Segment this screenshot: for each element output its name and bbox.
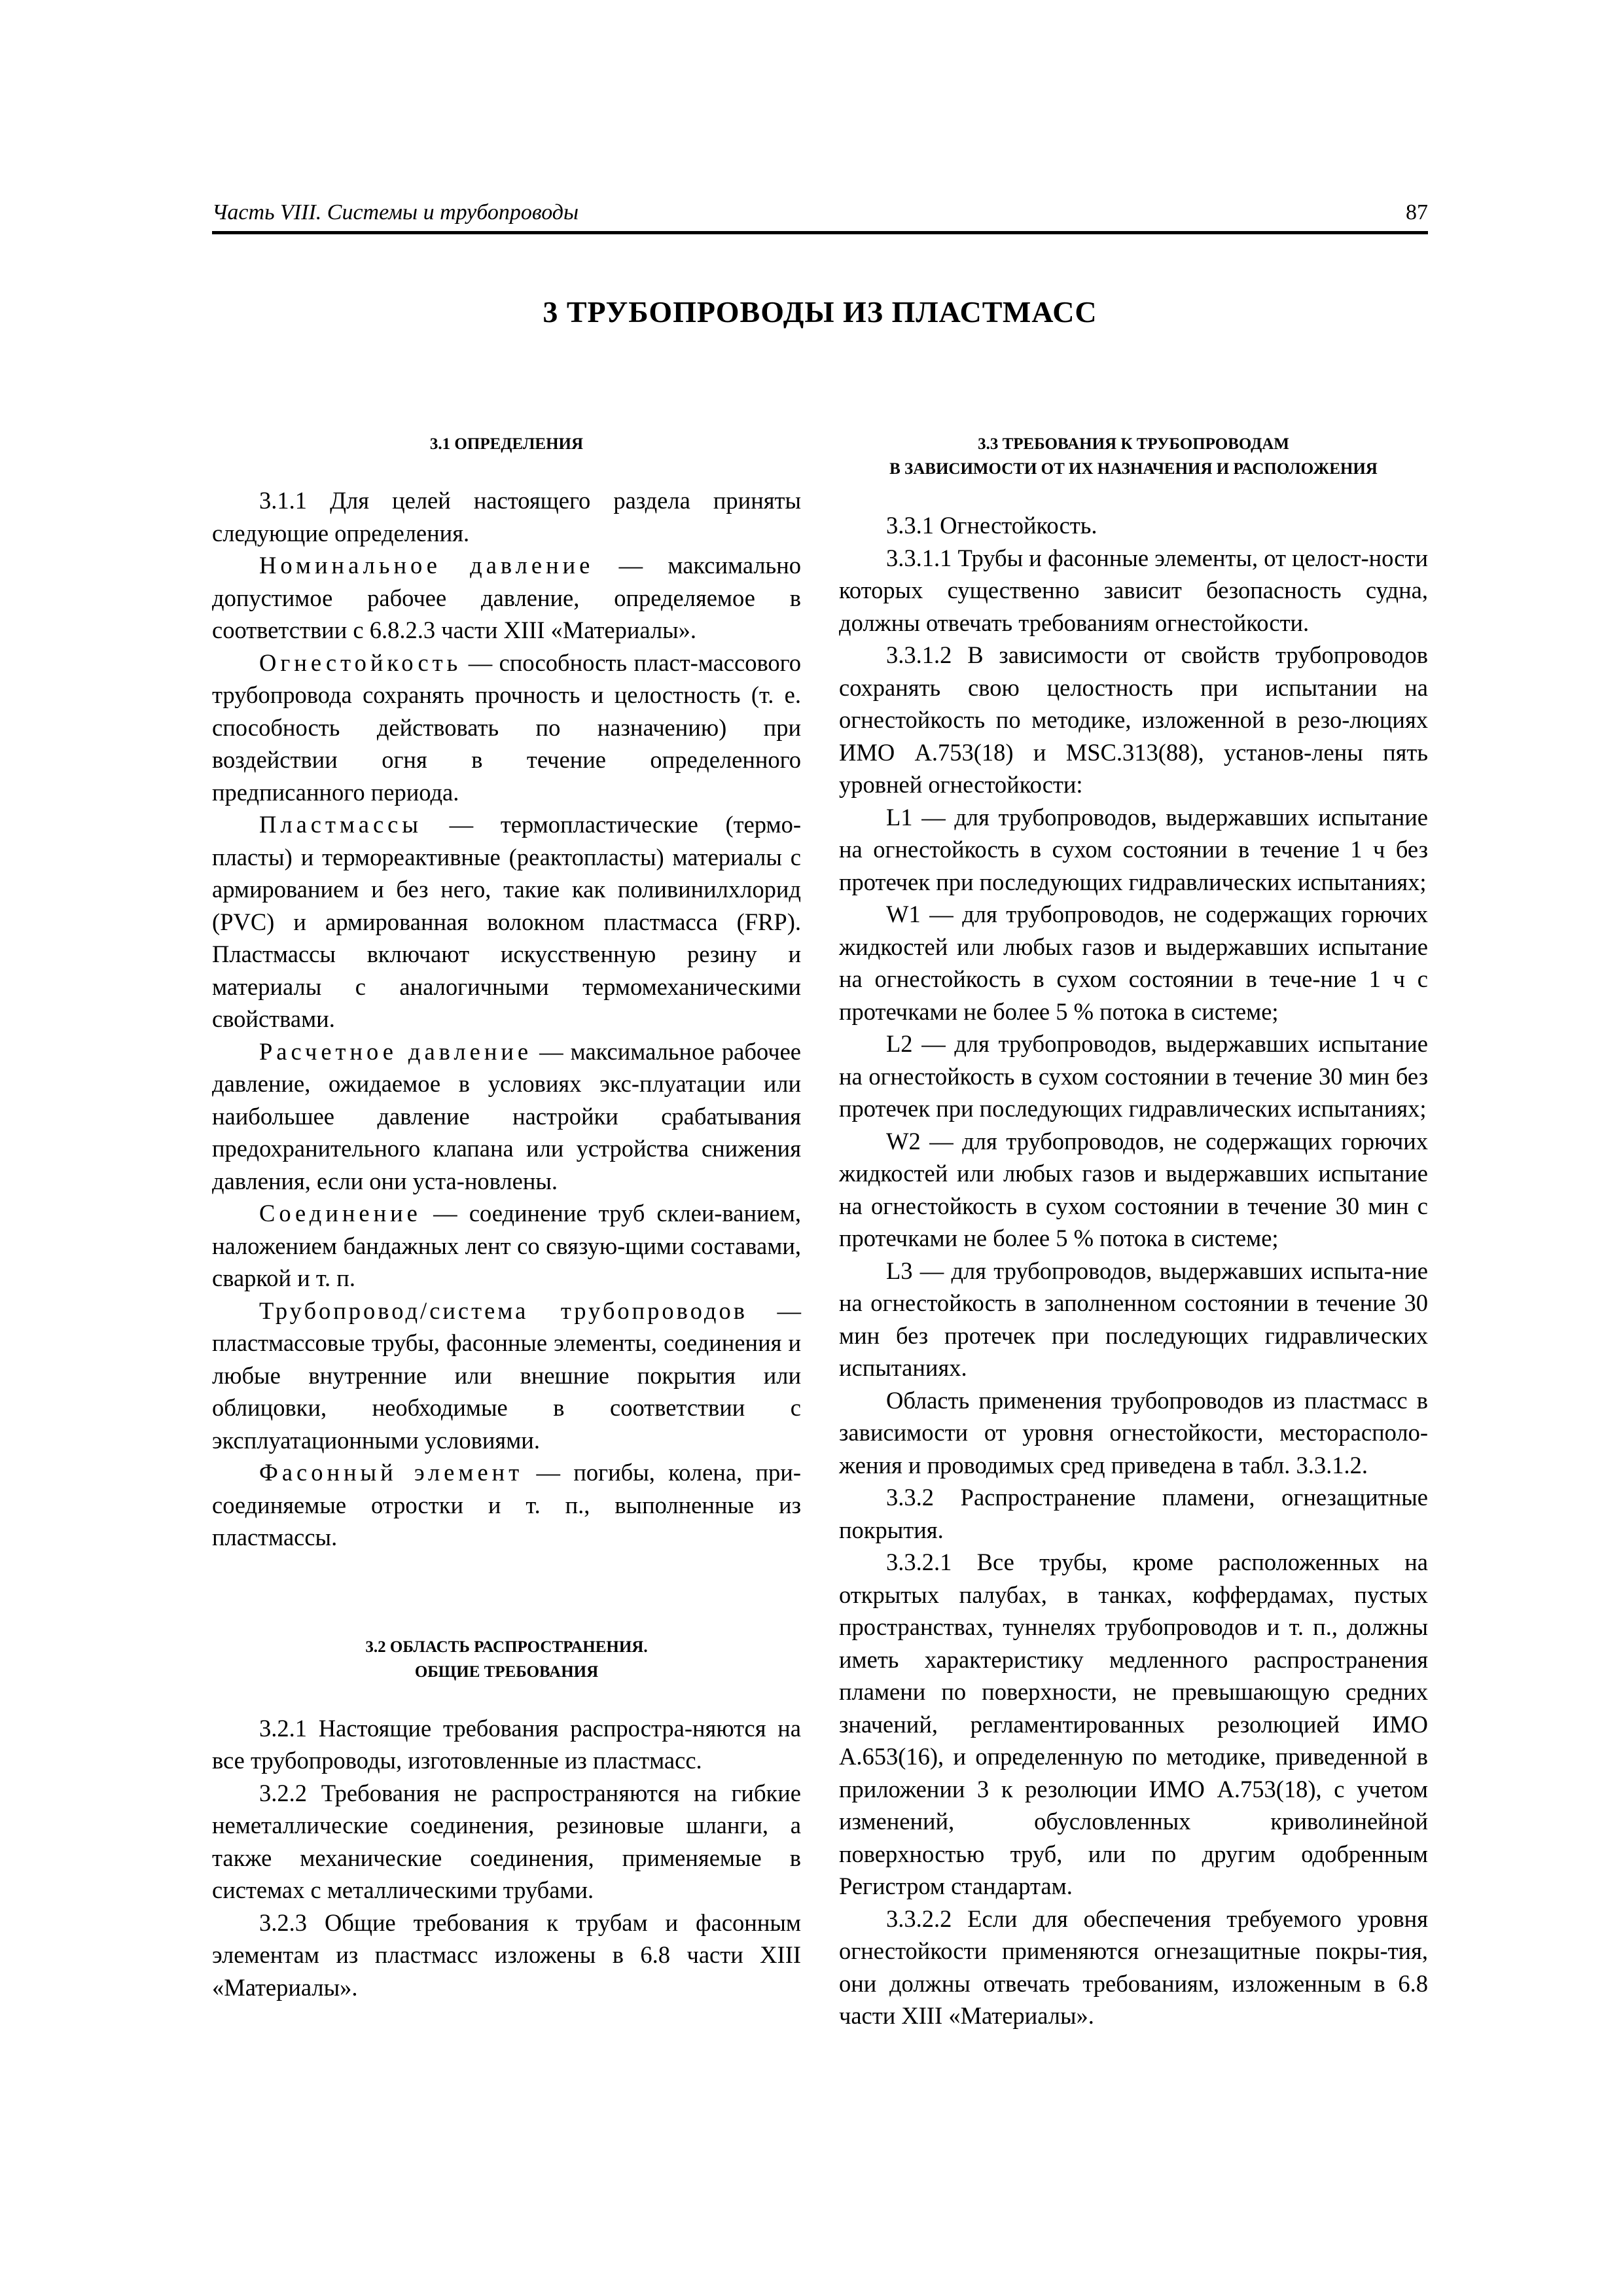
definition-text: — погибы, колена, при-соединяемые отростки и т. п., выполненные из пластмассы. — [212, 1459, 801, 1551]
paragraph-3-3-2: 3.3.2 Распространение пламени, огнезащитные покрытия. — [839, 1484, 1428, 1543]
definition-fitting — [212, 1456, 801, 1554]
definition-joint — [212, 1197, 801, 1295]
section-3-2-heading-text: 3.2 ОБЛАСТЬ РАСПРОСТРАНЕНИЯ. ОБЩИЕ ТРЕБОВАНИЯ — [365, 1638, 648, 1681]
definition-text: — способность пласт-массового трубопровода сохранять прочность и целостность (т. е. способность действовать по назначению) при воздействии огня в течение определенного предписанного периода. — [212, 649, 801, 806]
right-column — [839, 432, 1428, 2032]
definition-text: — соединение труб склеи-ванием, наложением бандажных лент со связую-щими составами, сваркой и т. п. — [212, 1200, 801, 1291]
section-3-3-heading-line1: 3.3 ТРЕБОВАНИЯ К ТРУБОПРОВОДАМ — [978, 435, 1289, 453]
paragraph-3-2-2: 3.2.2 Требования не распространяются на гибкие неметаллические соединения, резиновые шланги, а также механические соединения, применяемые в системах с металлическими трубами. — [212, 1779, 801, 1903]
level-L2: L2 — для трубопроводов, выдержавших испытание на огнестойкость в сухом состоянии в течение 30 мин без протечек при последующих гидравлических испытаниях; — [839, 1030, 1428, 1122]
paragraph-3-2-3: 3.2.3 Общие требования к трубам и фасонным элементам из пластмасс изложены в 6.8 части XIII «Материалы». — [212, 1909, 801, 2001]
paragraph-3-2-1: 3.2.1 Настоящие требования распростра-няются на все трубопроводы, изготовленные из пластмасс. — [212, 1714, 801, 1774]
definition-design-pressure — [212, 1035, 801, 1198]
definition-term: Расчетное давление — [259, 1037, 533, 1065]
paragraph-3-3-1-2: 3.3.1.2 В зависимости от свойств трубопроводов сохранять свою целостность при испытании на огнестойкость по методике, изложенной в резо-люциях ИМО А.753(18) и MSC.313(88), установ-лены пять уровней огнестойкости: — [839, 641, 1428, 798]
level-L1: L1 — для трубопроводов, выдержавших испытание на огнестойкость в сухом состоянии в течение 1 ч без протечек при последующих гидравлических испытаниях; — [839, 803, 1428, 895]
chapter-title: 3 ТРУБОПРОВОДЫ ИЗ ПЛАСТМАСС — [543, 295, 1097, 329]
definition-text: — максимальное рабочее давление, ожидаемое в условиях экс-плуатации или наибольшее давление настройки срабатывания предохранительного клапана или устройства снижения давления, если они уста-новлены. — [212, 1037, 801, 1194]
definition-text: — термопластические (термо-пласты) и термореактивные (реактопласты) материалы с армированием и без него, такие как поливинилхлорид (PVC) и армированная волокном пластмасса (FRP). Пластмассы включают искусственную резину и материалы с аналогичными термомеханическими свойствами. — [212, 811, 801, 1032]
paragraph-3-3-2-1: 3.3.2.1 Все трубы, кроме расположенных на открытых палубах, в танках, коффердамах, пустых пространствах, туннелях трубопроводов и т. п., должны иметь характеристику медленного распространения пламени по поверхности, не превышающую средних значений, регламентированных резолюцией ИМО А.653(16), и определенную по методике, приведенной в приложении 3 к резолюции ИМО А.753(18), с учетом изменений, обусловленных криволинейной поверхностью труб, или по другим одобренным Регистром стандартам. — [839, 1549, 1428, 1899]
definition-piping-system — [212, 1295, 801, 1457]
paragraph-3-3-1: 3.3.1 Огнестойкость. — [886, 512, 1097, 539]
section-3-3-heading — [839, 432, 1428, 482]
running-header — [212, 196, 1428, 234]
definition-term: Фасонный элемент — [259, 1459, 524, 1486]
definition-term: Номинальное давление — [259, 552, 594, 579]
paragraph-3-3-1-1: 3.3.1.1 Трубы и фасонные элементы, от целост-ности которых существенно зависит безопасность судна, должны отвечать требованиям огнестойкости. — [839, 544, 1428, 636]
header-part-title: Часть VIII. Системы и трубопроводы — [212, 200, 579, 224]
definition-term: Трубопровод/система трубопроводов — [259, 1297, 747, 1324]
definition-plastics — [212, 808, 801, 1035]
section-3-3-heading-line2: В ЗАВИСИМОСТИ ОТ ИХ НАЗНАЧЕНИЯ И РАСПОЛОЖЕНИЯ — [889, 460, 1378, 478]
left-column — [212, 432, 801, 2003]
definition-fire-resistance — [212, 647, 801, 809]
section-3-2-heading — [212, 1635, 801, 1685]
definition-term: Огнестойкость — [259, 649, 462, 676]
paragraph-3-3-2-2: 3.3.2.2 Если для обеспечения требуемого уровня огнестойкости применяются огнезащитные покры-тия, они должны отвечать требованиям, изложенным в 6.8 части XIII «Материалы». — [839, 1905, 1428, 2029]
paragraph-application-area: Область применения трубопроводов из пластмасс в зависимости от уровня огнестойкости, месторасполо-жения и проводимых сред приведена в табл. 3.3.1.2. — [839, 1386, 1428, 1479]
section-3-1-heading: 3.1 ОПРЕДЕЛЕНИЯ — [429, 435, 584, 453]
level-W1: W1 — для трубопроводов, не содержащих горючих жидкостей или любых газов и выдержавших испытание на огнестойкость в сухом состоянии в тече-ние 1 ч с протечками не более 5 % потока в системе; — [839, 901, 1428, 1025]
page-number: 87 — [1406, 200, 1428, 224]
definition-nominal-pressure — [212, 549, 801, 647]
definition-text: — пластмассовые трубы, фасонные элементы, соединения и любые внутренние или внешние покрытия или облицовки, необходимые в соответствии с эксплуатационными условиями. — [212, 1297, 802, 1454]
definition-term: Соединение — [259, 1200, 421, 1227]
paragraph-3-1-1: 3.1.1 Для целей настоящего раздела приняты следующие определения. — [212, 487, 801, 547]
level-L3: L3 — для трубопроводов, выдержавших испыта-ние на огнестойкость в заполненном состоянии в течение 30 мин без протечек при последующих гидравлических испытаниях. — [839, 1257, 1428, 1381]
level-W2: W2 — для трубопроводов, не содержащих горючих жидкостей или любых газов и выдержавших испытание на огнестойкость в сухом состоянии в течение 30 мин с протечками не более 5 % потока в системе; — [839, 1127, 1428, 1251]
definition-term: Пластмассы — [259, 811, 422, 838]
definition-text: — максимально допустимое рабочее давление, определяемое в соответствии с 6.8.2.3 части XIII «Материалы». — [212, 552, 801, 643]
